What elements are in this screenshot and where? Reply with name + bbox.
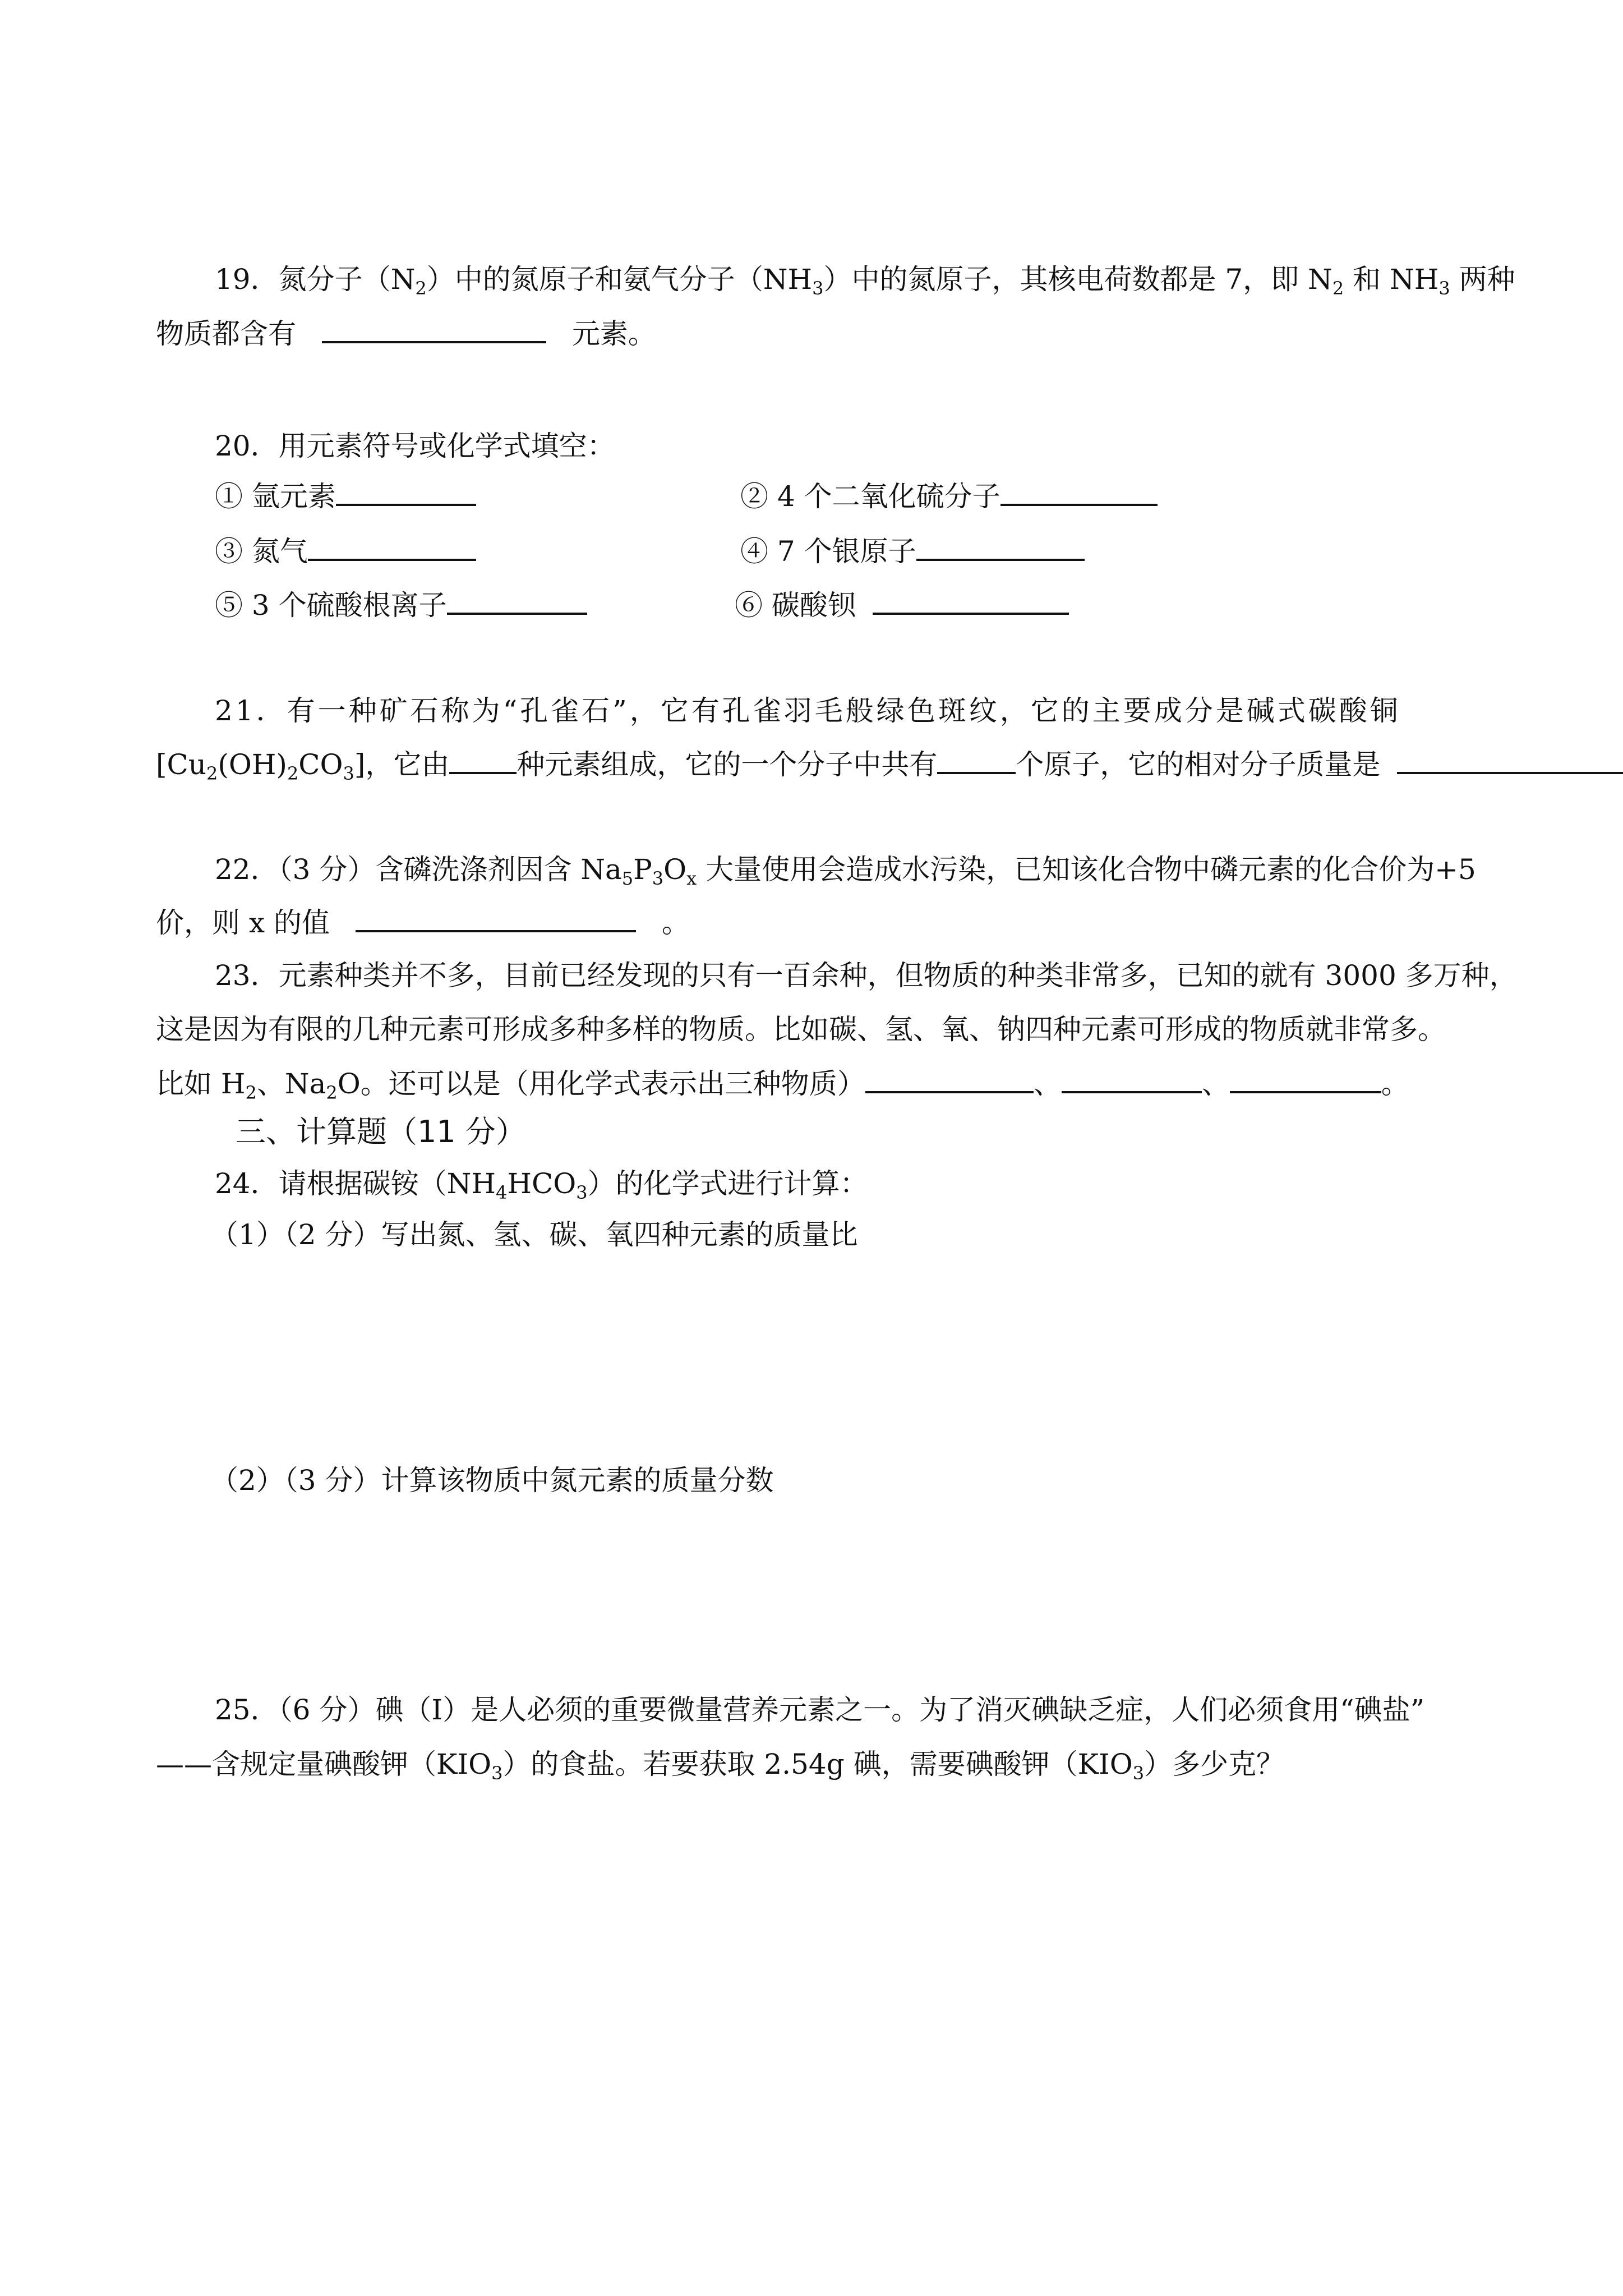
q20-item-1: ① 氩元素 (215, 477, 476, 516)
q19-line2: 物质都含有 元素。 (156, 314, 656, 353)
q23-blank-1[interactable] (865, 1065, 1034, 1093)
q24-part2: （2）（3 分）计算该物质中氮元素的质量分数 (210, 1464, 774, 1497)
q20-item-2: ② 4 个二氧化硫分子 (740, 477, 1158, 516)
q23-line1: 23．元素种类并不多，目前已经发现的只有一百余种，但物质的种类非常多，已知的就有 3000 多万种， (215, 959, 1518, 992)
q19-line1: 19．氮分子$(N_2)$中的氮原子和氨气分子$(NH_3)$中的氮原子，其核电荷数都是 7，即 $N_2$ 和 $NH_3$ 两种 (215, 263, 1515, 299)
q21-line1: 21．有一种矿石称为“孔雀石”，它有孔雀羽毛般绿色斑纹，它的主要成分是碱式碳酸铜 (215, 694, 1401, 727)
q24-line1: 24．请根据碳铵$(NH_4HCO_3)$的化学式进行计算： (215, 1167, 868, 1203)
q23-line2: 这是因为有限的几种元素可形成多种多样的物质。比如碳、氢、氧、钠四种元素可形成的物质就非常多。 (156, 1013, 1446, 1046)
q24-part1: （1）（2 分）写出氮、氢、碳、氧四种元素的质量比 (210, 1218, 858, 1251)
q22-line2: 价，则 x 的值 。 (156, 903, 690, 942)
q20-item-6: ⑥ 碳酸钡 (735, 586, 1069, 625)
q22-line1: 22．（3 分）含磷洗涤剂因含 $Na_5P_3O_x$ 大量使用会造成水污染，已知该化合物中磷元素的化合价为+5 (215, 853, 1476, 889)
q20-blank-6[interactable] (873, 587, 1069, 615)
q25-line1: 25．（6 分）碘（I）是人必须的重要微量营养元素之一。为了消灭碘缺乏症，人们必须食用“碘盐” (215, 1694, 1425, 1726)
q23-blank-2[interactable] (1062, 1065, 1202, 1093)
q20-item-4: ④ 7 个银原子 (740, 532, 1085, 571)
q20-item-3: ③ 氮气 (215, 532, 476, 571)
q20-blank-2[interactable] (1000, 478, 1158, 506)
q20-blank-3[interactable] (308, 533, 476, 561)
q22-answer-blank[interactable] (356, 904, 636, 932)
q21-blank-molar-mass[interactable] (1397, 746, 1623, 774)
section-title: 三、计算题（11 分） (236, 1114, 526, 1149)
q23-line3: 比如 $H_2$、$Na_2O$。还可以是（用化学式表示出三种物质） 、 、 。 (156, 1064, 1409, 1103)
q20-title: 20．用元素符号或化学式填空： (215, 430, 615, 462)
q23-blank-3[interactable] (1230, 1065, 1381, 1093)
q20-blank-4[interactable] (916, 533, 1085, 561)
q21-blank-element-count[interactable] (449, 746, 517, 774)
q25-line2: ——含规定量碘酸钾$(KIO_3)$的食盐。若要获取 2.54g 碘，需要碘酸钾$(KIO_3)$多少克？ (156, 1748, 1285, 1784)
q19-answer-blank[interactable] (322, 315, 546, 343)
q20-blank-1[interactable] (336, 478, 476, 506)
q20-item-5: ⑤ 3 个硫酸根离子 (215, 586, 587, 625)
q21-line2: $[Cu_2(OH)_2CO_3]$，它由 种元素组成，它的一个分子中共有 个原子，它的相对分子质量是 (156, 745, 1623, 784)
q21-blank-atom-count[interactable] (937, 746, 1016, 774)
q20-blank-5[interactable] (447, 587, 587, 615)
